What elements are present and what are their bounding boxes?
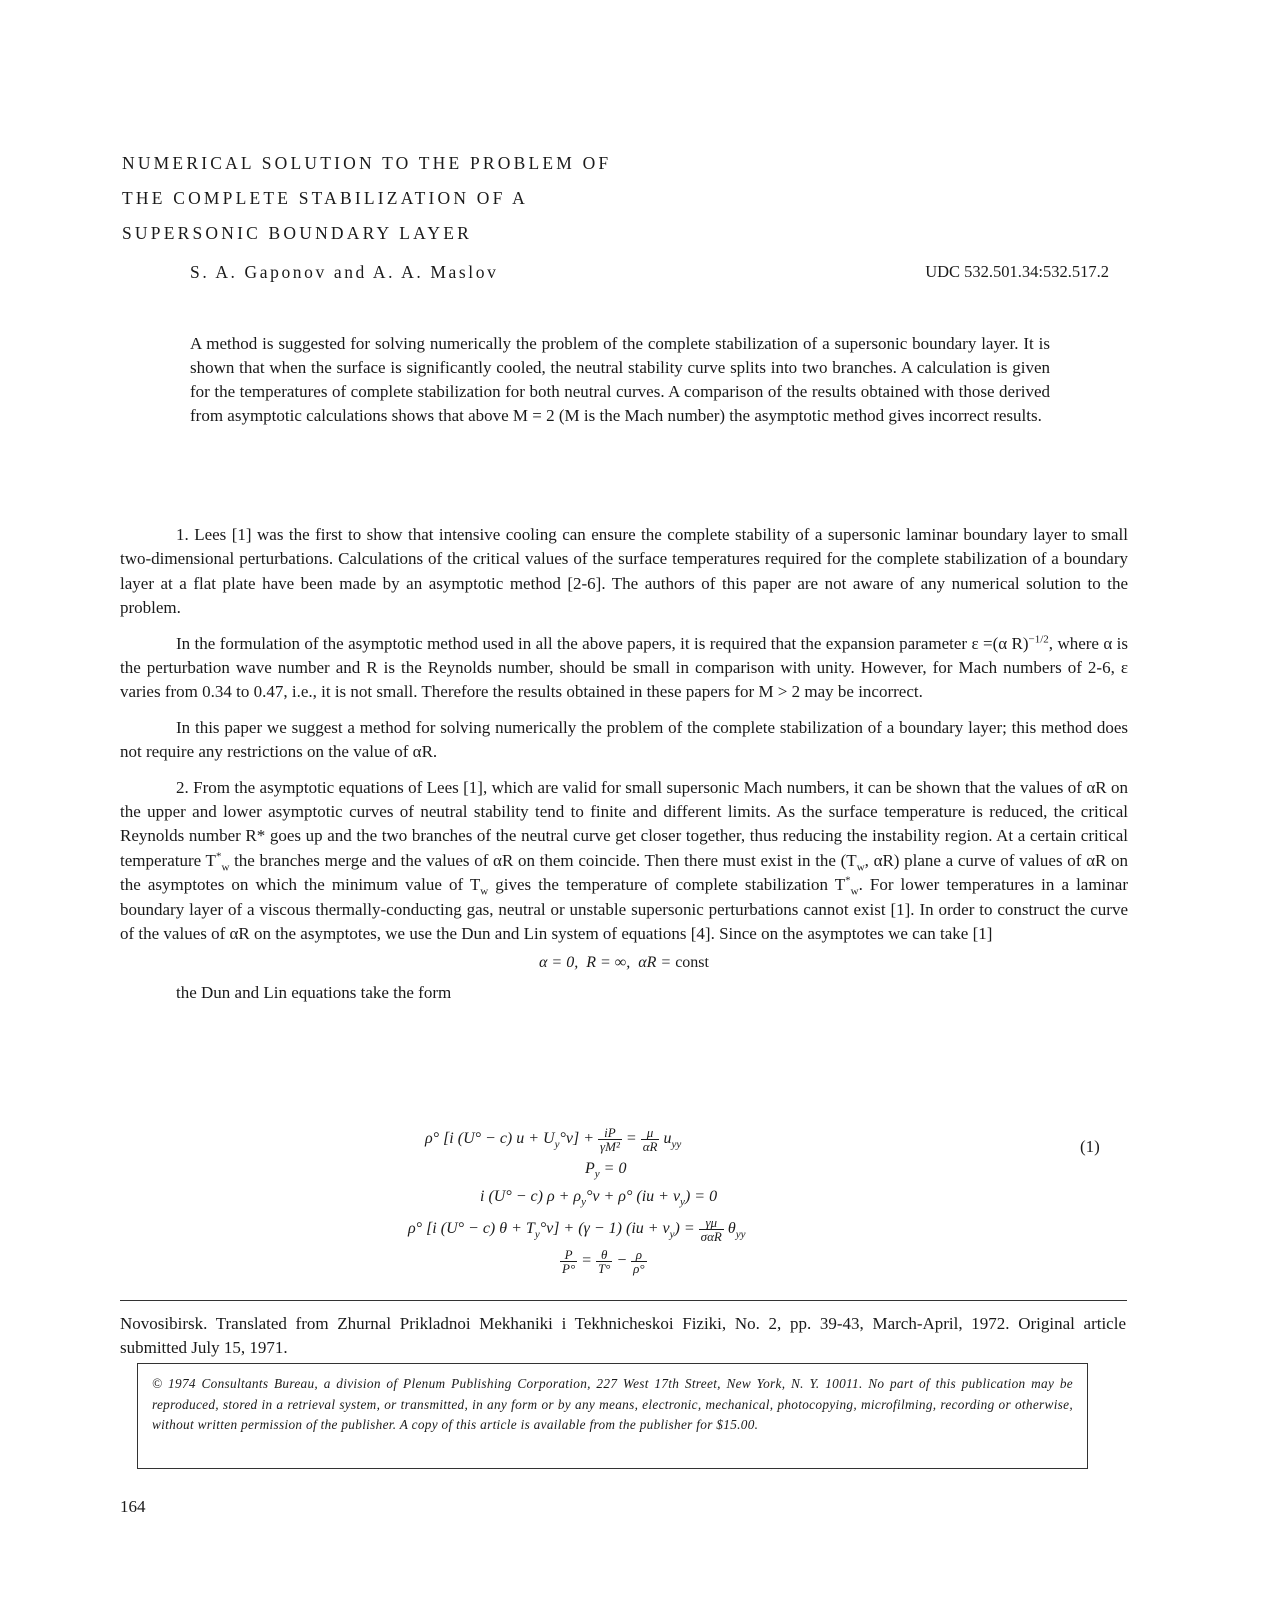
asymptote-limits-equation (120, 951, 1128, 975)
eq5-frac-1 (560, 1248, 577, 1275)
copyright-notice: © 1974 Consultants Bureau, a division of Plenum Publishing Corporation, 227 West 17th Street, New York, N. Y. 10011. No part of this publication may be reproduced, stored in a retrieval system, or transmitted, in any form or by any means, electronic, mechanical, photocopying, microfilming, recording or otherwise, without written permission of the publisher. A copy of this article is available from the publisher for $15.00. (137, 1363, 1088, 1469)
limit-alpha: α = 0, (539, 953, 579, 971)
equation-system-1 (380, 1120, 1080, 1290)
paragraph-4-text-a: 2. From the asymptotic equations of Lees [1], which are valid for small supersonic Mach numbers, it can be shown that the values of αR on the upper and lower asymptotic curves of neutral stability tend to finite and different limits. As the surface temperature is reduced, the critical Reynolds number R* goes up and the two branches of the neutral curve get closer together, thus reducing the instability region. At a certain critical temperature T (120, 777, 1128, 870)
title-line-1: NUMERICAL SOLUTION TO THE PROBLEM OF (122, 153, 612, 173)
paragraph-2-text-b: , where α is the perturbation wave number and R is the Reynolds number, should be small in comparison with unity. However, for Mach numbers of 2-6, ε varies from 0.34 to 0.47, i.e., it is not small. Therefore the results obtained in these papers for M > 2 may be incorrect. (120, 633, 1128, 702)
eq4-frac-den: σαR (700, 1229, 722, 1244)
eq3-b: °v + ρ° (iu + v (586, 1188, 681, 1205)
eq4-sub-1: y (534, 1228, 540, 1241)
equation-momentum (425, 1126, 681, 1153)
udc-code: UDC 532.501.34:532.517.2 (925, 262, 1109, 281)
eq1-right: u (663, 1130, 672, 1148)
eq4-fraction (699, 1216, 724, 1243)
eq3-sub-2: y (680, 1196, 685, 1209)
paragraph-2-text-a: In the formulation of the asymptotic method used in all the above papers, it is required that the expansion parameter ε =(α R) (176, 633, 1029, 653)
limit-r: R = ∞, (586, 953, 631, 971)
eq5-n3: ρ (631, 1248, 646, 1262)
eq4-sub-2: y (669, 1228, 675, 1241)
paragraph-5: the Dun and Lin equations take the form (176, 982, 452, 1002)
title-line-2: THE COMPLETE STABILIZATION OF A (122, 188, 528, 208)
eq1-frac-num: iP (598, 1126, 622, 1140)
eq3-c: ) = 0 (684, 1188, 718, 1205)
paragraph-3: In this paper we suggest a method for solving numerically the problem of the complete stabilization of a boundary layer; this method does not require any restrictions on the value of αR. (120, 717, 1128, 762)
footnote-rule (120, 1300, 1127, 1301)
paragraph-4-text-e: . For lower temperatures in a laminar boundary layer of a viscous thermally-conducting gas, neutral or unstable supersonic perturbations cannot exist [1]. In order to construct the curve of the values of αR on the asymptotes, we use the Dun and Lin system of equations [4]. Since on the asymptotes we can take [1] (120, 875, 1128, 944)
article-title (122, 146, 611, 251)
tw-sub-3: w (480, 885, 489, 898)
eq5-d1: P° (562, 1261, 576, 1276)
equation-energy (408, 1216, 745, 1243)
tw-star-sup-2: * (845, 874, 851, 887)
paragraph-4-text-c: , αR) plane a curve of values of αR on the asymptotes on which the minimum value of T (120, 850, 1128, 895)
paragraph-1: 1. Lees [1] was the first to show that intensive cooling can ensure the complete stability of a supersonic laminar boundary layer to small two-dimensional perturbations. Calculations of the critical values of the surface temperatures required for the complete stabilization of a boundary layer at a flat plate have been made by an asymptotic method [2-6]. The authors of this paper are not aware of any numerical solution to the problem. (120, 525, 1128, 618)
equation-number: (1) (1080, 1137, 1100, 1156)
eq3-a: i (U° − c) ρ + ρ (480, 1188, 582, 1205)
eq1-viscous-fraction (641, 1126, 660, 1153)
eq5-d3: ρ° (633, 1261, 645, 1276)
page-number: 164 (120, 1497, 146, 1516)
eq4-a: ρ° [i (U° − c) θ + T (408, 1220, 535, 1238)
equation-continuity (480, 1188, 718, 1209)
equation-pressure (585, 1160, 627, 1181)
title-line-3: SUPERSONIC BOUNDARY LAYER (122, 223, 473, 243)
abstract: A method is suggested for solving numerically the problem of the complete stabilization of a supersonic boundary layer. It is shown that when the surface is significantly cooled, the neutral stability curve splits into two branches. A calculation is given for the temperatures of complete stabilization for both neutral curves. A comparison of the results obtained with those derived from asymptotic calculations shows that above M = 2 (M is the Mach number) the asymptotic method gives incorrect results. (190, 334, 1050, 425)
tw-star-sup-1: * (215, 850, 222, 863)
eq5-equals: = (581, 1252, 592, 1270)
eq3-sub-1: y (581, 1196, 586, 1209)
tw-sub-1: w (221, 861, 230, 874)
eq1-sub-y: y (554, 1138, 560, 1151)
eq1-left: ρ° [i (U° − c) u + U (425, 1130, 555, 1148)
eq1-sub-yy: yy (671, 1138, 682, 1151)
tw-sub-4: w (850, 885, 859, 898)
eq5-frac-2 (596, 1248, 612, 1275)
article-body (120, 523, 1128, 1016)
eq1-frac2-num: μ (641, 1126, 660, 1140)
eq4-c: ) = (674, 1220, 695, 1238)
eq5-n2: θ (596, 1248, 612, 1262)
eq1-pressure-fraction (598, 1126, 622, 1153)
limit-const: const (675, 953, 709, 971)
paragraph-4-text-b: the branches merge and the values of αR on them coincide. Then there must exist in the (T (229, 850, 857, 870)
eq2-rest: = 0 (603, 1160, 627, 1177)
limit-equals: = (660, 953, 672, 971)
eq4-sub-yy: yy (735, 1228, 746, 1241)
eq2-sub: y (594, 1168, 600, 1181)
eq4-theta: θ (727, 1220, 736, 1238)
eq4-frac-num: γμ (699, 1216, 724, 1230)
paragraph-4-text-d: gives the temperature of complete stabilization T (488, 875, 846, 895)
translation-footnote: Novosibirsk. Translated from Zhurnal Prikladnoi Mekhaniki i Tekhnicheskoi Fiziki, No. 2, pp. 39-43, March-April, 1972. Original article submitted July 15, 1971. (120, 1314, 1126, 1357)
eq1-equals: = (625, 1130, 637, 1148)
limit-ar: αR (638, 953, 657, 971)
paragraph-2-exponent: −1/2 (1028, 632, 1049, 645)
eq1-frac-den: γM² (600, 1139, 620, 1154)
eq5-d2: T° (597, 1261, 611, 1276)
eq5-frac-3 (631, 1248, 646, 1275)
paragraph-2 (120, 632, 1128, 705)
eq5-n1: P (560, 1248, 577, 1262)
authors: S. A. Gaponov and A. A. Maslov (190, 262, 499, 282)
eq4-b: °v] + (γ − 1) (iu + v (539, 1220, 670, 1238)
eq2-p: P (585, 1160, 595, 1177)
eq5-minus: − (616, 1252, 628, 1270)
eq1-frac2-den: αR (642, 1139, 658, 1154)
equation-state (560, 1248, 647, 1275)
eq1-mid: °v] + (559, 1130, 595, 1148)
paragraph-4 (120, 776, 1128, 947)
tw-sub-2: w (856, 861, 865, 874)
